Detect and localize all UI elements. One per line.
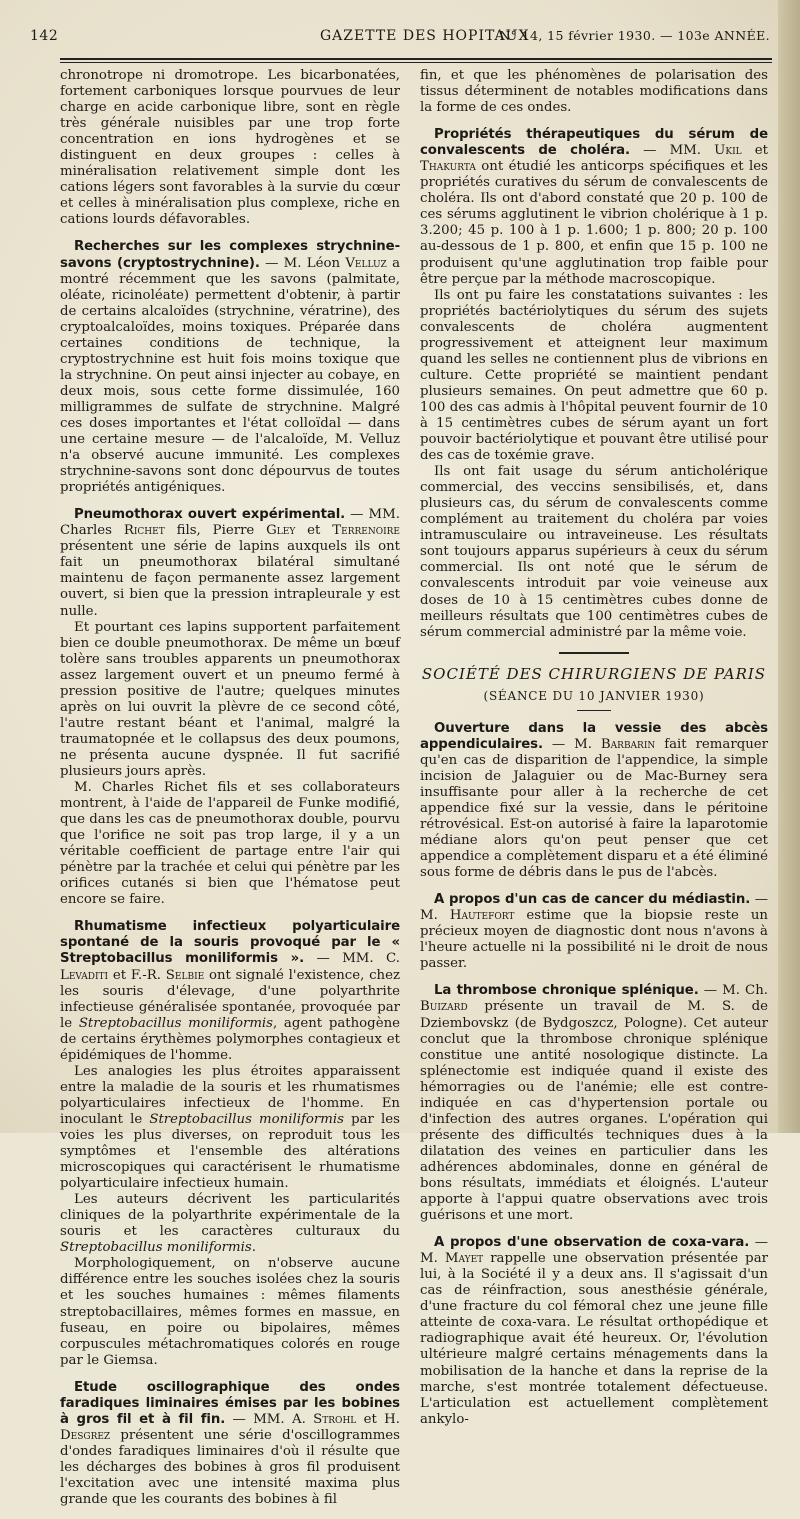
paragraph: fin, et que les phénomènes de polarisation des tissus déterminent de notables modifications dans la forme de ces ondes. [420, 68, 768, 116]
page-edge-shadow [778, 0, 800, 1133]
page-number: 142 [30, 28, 59, 44]
author-name: Desgrez [60, 1427, 111, 1443]
left-column [60, 68, 400, 1519]
author-name: Terrenoire [332, 523, 400, 539]
author-name: Barbarin [600, 736, 656, 752]
article-title: A propos d'une observation de coxa-vara. [434, 1235, 750, 1251]
article-abces-appendiculaires [420, 721, 768, 881]
article-title: Rhumatisme infectieux polyarticulaire spontané de la souris provoqué par le « Streptobacillus moniliformis ». [60, 919, 400, 967]
author-name: Richet [123, 523, 165, 539]
header-rule [60, 58, 772, 63]
article-serum-cholera [420, 127, 768, 641]
species-name: Streptobacillus moniliformis [78, 1015, 273, 1031]
article-rhumatisme [60, 919, 400, 1368]
article-title: Etude oscillographique des ondes faradiques liminaires émises par les bobines à gros fil et à fil fin. [60, 1379, 400, 1427]
article-title: Recherches sur les complexes strychnine-savons (cryptostrychnine). [60, 239, 400, 271]
species-name: Streptobacillus moniliformis [60, 1240, 252, 1256]
society-heading: SOCIÉTÉ DES CHIRURGIENS DE PARIS [421, 664, 767, 683]
paragraph: M. Charles Richet fils et ses collaborateurs montrent, à l'aide de l'appareil de Funke modifié, que dans les cas de pneumothorax double, pourvu que l'orifice ne soit pas trop large, il y a un véritable coefficient de partage entre l'air qui pénètre par la trachée et celui qui pénètre par les orifices cutanés si bien que l'hématose peut encore se faire. [60, 780, 400, 908]
author-name: Selbie [165, 967, 205, 983]
journal-title: GAZETTE DES HOPITAUX [320, 28, 530, 44]
article-title: Ouverture dans la vessie des abcès appendiculaires. [420, 720, 768, 752]
article-title: La thrombose chronique splénique. [434, 983, 699, 999]
paragraph: chronotrope ni dromotrope. Les bicarbonatées, fortement carboniques lorsque pourvues de leur charge en acide carbonique libre, sont en règle très générale nuisibles par une trop forte concentration en ions hydrogènes et se distinguent en deux groupes : celles à minéralisation relativement simple dont les cations légers sont favorables à la survie du cœur et celles à minéralisation plus complexe, riche en cations lourds défavorables. [60, 68, 400, 228]
article-pneumothorax [60, 507, 400, 908]
species-name: Streptobacillus moniliformis [149, 1111, 344, 1127]
heading-underline [577, 710, 611, 711]
article-thrombose-splenique [420, 983, 768, 1224]
right-column [420, 68, 768, 1439]
paragraph: Ils ont pu faire les constatations suivantes : les propriétés bactériolytiques du sérum des sujets convalescents de choléra augmentent progressivement et atteignent leur maximum quand les selles ne contiennent plus de vibrions en culture. Cette propriété se maintient pendant plusieurs semaines. On peut admettre que 60 p. 100 des cas admis à l'hôpital peuvent fournir de 10 à 15 centimètres cubes de sérum ayant un fort pouvoir bactériolytique et pouvant être utilisé pour des cas de toxémie grave. [420, 287, 768, 464]
paragraph: Les auteurs décrivent les particularités cliniques de la polyarthrite expérimentale de la souris et les caractères culturaux du Streptobacillus moniliformis. [60, 1192, 400, 1256]
paragraph: A propos d'un cas de cancer du médiastin. — M. Hautefort estime que la biopsie reste un précieux moyen de diagnostic dont nous n'avons à l'heure actuelle ni la possibilité ni le droit de nous passer. [420, 892, 769, 972]
author-name: Mayet [444, 1251, 484, 1267]
author-name: Velluz [345, 255, 387, 271]
author-name: Hautefort [449, 908, 515, 924]
paragraph: Pneumothorax ouvert expérimental. — MM. Charles Richet fils, Pierre Gley et Terrenoire présentent une série de lapins auxquels ils ont fait un pneumothorax bilatéral simultané maintenu de façon permanente assez largement ouvert, si bien que la pression intrapleurale y est nulle. [60, 507, 400, 619]
article-cancer-mediastin [420, 892, 768, 972]
paragraph: Propriétés thérapeutiques du sérum de convalescents de choléra. — MM. Ukil et Thakurta ont étudié les anticorps spécifiques et les propriétés curatives du sérum de convalescents de choléra. Ils ont d'abord constaté que 20 p. 100 de ces sérums agglutinent le vibrion cholérique à 1 p. 3.200; 45 p. 100 à 1 p. 1.600; 1 p. 800; 20 p. 100 au-dessous de 1 p. 800, et enfin que 15 p. 100 ne produisent qu'une agglutination trop faible pour être perçue par la méthode macroscopique. [420, 127, 768, 287]
article-title: Pneumothorax ouvert expérimental. [74, 507, 346, 523]
article-oscillographique [60, 1380, 400, 1508]
issue-info: N° 14, 15 février 1930. — 103e ANNÉE. [499, 28, 770, 43]
paragraph: Etude oscillographique des ondes faradiques liminaires émises par les bobines à gros fil et à fil fin. — MM. A. Strohl et H. Desgrez présentent une série d'oscillogrammes d'ondes faradiques liminaires d'où il résulte que les décharges des bobines à gros fil produisent l'excitation avec une intensité maxima plus grande que les courants des bobines à fil [60, 1379, 400, 1508]
author-name: Gley [266, 523, 296, 539]
paragraph: Recherches sur les complexes strychnine-savons (cryptostrychnine). — M. Léon Velluz a montré récemment que les savons (palmitate, oléate, ricinoléate) permettent d'obtenir, à partir de certains alcaloïdes (strychnine, vératrine), des cryptoalcaloïdes, moins toxiques. Préparée dans certaines conditions de technique, la cryptostrychnine est huit fois moins toxique que la strychnine. On peut ainsi injecter au cobaye, en deux mois, sous cette forme dissimulée, 160 milligrammes de sulfate de strychnine. Malgré ces doses importantes et l'état colloïdal — dans une certaine mesure — de l'alcaloïde, M. Velluz n'a observé aucune immunité. Les complexes strychnine-savons sont donc dépourvus de toutes propriétés antigéniques. [60, 239, 400, 496]
paragraph: La thrombose chronique splénique. — M. Ch. Buizard présente un travail de M. S. de Dziembovskz (de Bydgoszcz, Pologne). Cet auteur conclut que la thrombose chronique splénique constitue une antité nosologique distincte. La splénectomie est indiquée quand il existe des hémorragies ou de l'anémie; elle est contre-indiquée en cas d'hypertension portale ou d'infection des autres organes. L'opération qui présente des difficultés techniques dues à la dilatation des veines en particulier dans les adhérences abdominales, donne en général de bons résultats, immédiats et éloignés. L'auteur apporte à l'appui quatre observations avec trois guérisons et une mort. [420, 983, 768, 1224]
article-coxa-vara [420, 1235, 768, 1428]
paragraph: A propos d'une observation de coxa-vara. — M. Mayet rappelle une observation présentée par lui, à la Société il y a deux ans. Il s'agissait d'un cas de réinfraction, sous anesthésie générale, d'une fracture du col fémoral chez une jeune fille atteinte de coxa-vara. Le résultat orthopédique et radiographique avait été heureux. Or, l'évolution ultérieure malgré certains ménagements dans la mobilisation de la hanche et dans la reprise de la marche, s'est montrée totalement défectueuse. L'articulation est actuellement complètement ankylo- [420, 1235, 768, 1427]
author-name: Strohl [313, 1411, 357, 1427]
article-continuation-left [60, 68, 400, 228]
paragraph: Morphologiquement, on n'observe aucune différence entre les souches isolées chez la souris et les souches humaines : mêmes filaments streptobacillaires, mêmes formes en massue, en fuseau, en poire ou bipolaires, mêmes corpuscules métachromatiques colorés en rouge par le Giemsa. [60, 1256, 400, 1368]
session-date: (SÉANCE DU 10 JANVIER 1930) [483, 688, 705, 703]
section-divider [559, 652, 629, 654]
author-name: Buizard [420, 999, 468, 1015]
running-header [30, 28, 770, 46]
article-title: A propos d'un cas de cancer du médiastin. [434, 892, 751, 908]
paragraph: Rhumatisme infectieux polyarticulaire spontané de la souris provoqué par le « Streptobacillus moniliformis ». — MM. C. Levaditi et F.-R. Selbie ont signalé l'existence, chez les souris d'élevage, d'une polyarthrite infectieuse généralisée spontanée, provoquée par le Streptobacillus moniliformis, agent pathogène de certains érythèmes polymorphes contagieux et épidémiques de l'homme. [60, 919, 400, 1063]
paragraph: Et pourtant ces lapins supportent parfaitement bien ce double pneumothorax. De même un bœuf tolère sans troubles apparents un pneumothorax assez largement ouvert et un pneumo fermé à pression positive de l'autre; quelques minutes après on lui ouvrit la plèvre de ce second côté, l'autre restant béant et l'animal, malgré la traumatopnée et le collapsus des deux poumons, ne présenta aucune dyspnée. Il fut sacrifié plusieurs jours après. [60, 619, 400, 779]
article-continuation-right [420, 68, 768, 116]
paragraph: Ils ont fait usage du sérum anticholérique commercial, des veccins sensibilisés, et, dans plusieurs cas, du sérum de convalescents comme complément au traitement du choléra par voies intramusculaire ou intraveineuse. Les résultats sont toujours apparus supérieurs à ceux du sérum commercial. Ils ont noté que le sérum de convalescents introduit par voie veineuse aux doses de 10 à 15 centimètres cubes donne de meilleurs résultats que 100 centimètres cubes de sérum commercial administré par la même voie. [420, 464, 768, 640]
author-name: Thakurta [420, 159, 476, 175]
article-cryptostrychnine [60, 239, 400, 496]
paragraph: Les analogies les plus étroites apparaissent entre la maladie de la souris et les rhumatismes polyarticulaires infectieux de l'homme. En inoculant le Streptobacillus moniliformis par les voies les plus diverses, on reproduit tous les symptômes et l'ensemble des altérations microscopiques qui caractérisent le rhumatisme polyarticulaire infectieux humain. [60, 1063, 401, 1192]
author-name: Ukil [714, 143, 742, 159]
article-title: Propriétés thérapeutiques du sérum de convalescents de choléra. [420, 127, 768, 159]
paragraph: Ouverture dans la vessie des abcès appendiculaires. — M. Barbarin fait remarquer qu'en cas de disparition de l'appendice, la simple incision de Jalaguier ou de Mac-Burney sera insuffisante pour aller à la recherche de cet appendice fixé sur la vessie, dans le péritoine rétrovésical. Est-on autorisé à faire la laparotomie médiane alors qu'on peut penser que cet appendice a complètement disparu et a été éliminé sous forme de débris dans le pus de l'abcès. [420, 720, 768, 881]
author-name: Levaditi [60, 967, 109, 983]
